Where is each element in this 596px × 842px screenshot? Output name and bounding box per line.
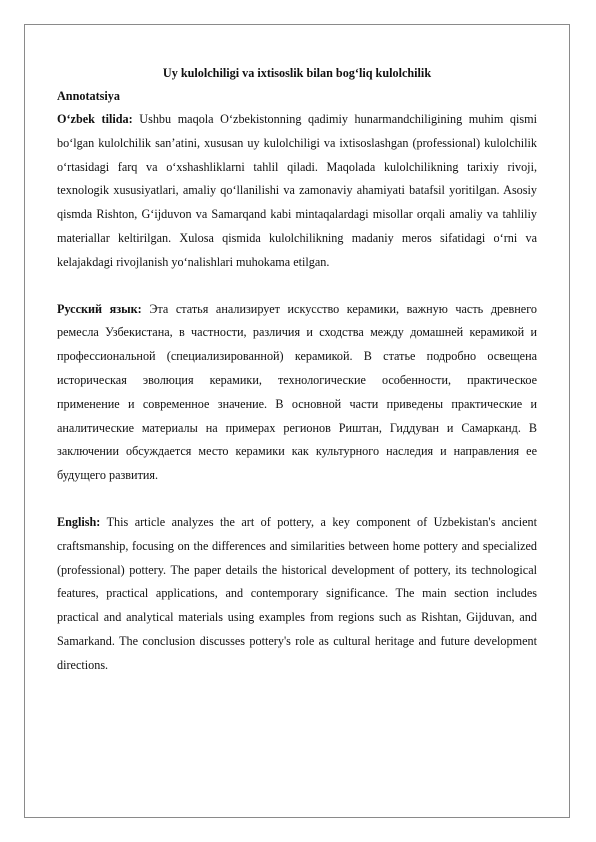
document-page [24,24,570,818]
abstract-russian [57,298,537,488]
language-label-english: English: [57,514,101,529]
abstract-uzbek [57,108,537,275]
language-label-russian: Русский язык: [57,301,142,316]
language-label-uzbek: O‘zbek tilida: [57,112,133,126]
section-spacer [57,488,537,511]
document-content [57,65,537,678]
abstract-text-russian: Эта статья анализирует искусство керамики, важную часть древнего ремесла Узбекистана, в частности, различия и сходства между домашней керамикой и профессиональной (специализированной) керамикой. В статье подробно освещена историческая эволюция керамики, технологические особенности, практическое применение и современное значение. В основной части приведены практические и аналитические материалы на примерах регионов Риштан, Гиддуван и Самарканд. В заключении обсуждается место керамики как культурного наследия и направления ее будущего развития. [57,301,538,483]
document-title: Uy kulolchiligi va ixtisoslik bilan bog‘liq kulolchilik [162,66,432,80]
abstract-english [57,511,537,678]
annotation-heading: Annotatsiya [57,89,120,103]
abstract-text-uzbek: Ushbu maqola O‘zbekistonning qadimiy hunarmandchiligining muhim qismi bo‘lgan kulolchilik san’atini, xususan uy kulolchiligi va ixtisoslashgan (professional) kulolchilik o‘rtasidagi farq va o‘xshashliklarni tahlil qiladi. Maqolada kulolchilikning tarixiy rivoji, texnologik xususiyatlari, amaliy qo‘llanilishi va zamonaviy ahamiyati batafsil yoritilgan. Asosiy qismda Rishton, G‘ijduvon va Samarqand kabi mintaqalardagi misollar orqali amaliy va tahliliy materiallar keltirilgan. Xulosa qismida kulolchilikning madaniy meros sifatidagi o‘rni va kelajakdagi rivojlanish yo‘nalishlari muhokama etilgan. [57,112,538,269]
section-spacer [57,275,537,298]
abstract-text-english: This article analyzes the art of pottery, a key component of Uzbekistan's ancient craftsmanship, focusing on the differences and similarities between home pottery and specialized (professional) pottery. The paper details the historical development of pottery, its technological features, practical applications, and contemporary significance. The main section includes practical and analytical materials using examples from regions such as Rishtan, Gijduvan, and Samarkand. The conclusion discusses pottery's role as cultural heritage and future development directions. [57,514,537,672]
